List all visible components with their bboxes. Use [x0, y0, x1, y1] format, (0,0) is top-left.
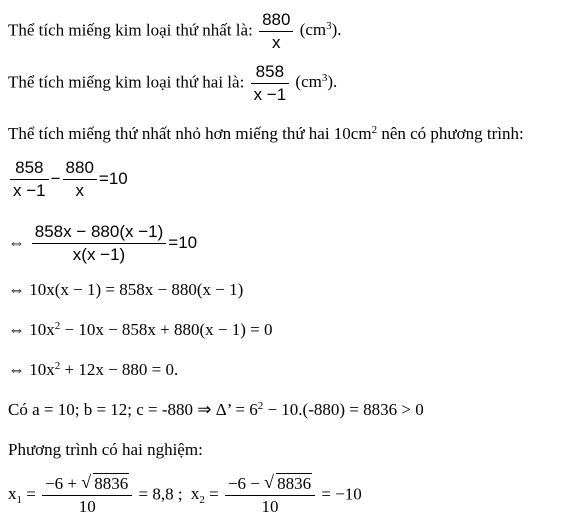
unit: $(cm^3)$.	[299, 20, 342, 40]
iff-symbol: ⇔	[8, 232, 25, 252]
fraction-numerator: 858	[255, 62, 285, 81]
fraction-denominator: x −1	[251, 83, 290, 105]
fraction-880: $\frac{880}{x}$	[63, 158, 97, 201]
volume-second-text: Thể tích miếng kim loại thứ hai là:	[8, 72, 245, 92]
combined-fraction: $\frac{858x - 880(x -1)}{x(x -1)}$	[32, 222, 167, 265]
fraction-858: $\frac{858}{x -1}$	[10, 158, 49, 201]
x1-label: $x_1$	[8, 484, 22, 507]
equation-3: ⇔ 10x(x − 1) = 858x − 880(x − 1)	[8, 280, 244, 299]
volume-first-fraction	[259, 10, 293, 53]
discriminant-line: Có a = 10; b = 12; c = -880 ⇒ Δ’ = $6^2 - 10.(-880) = 8836 > 0$	[8, 400, 424, 419]
equation-5: ⇔ $10x^2 + 12x - 880 = 0$.	[8, 360, 179, 379]
volume-first-text: Thể tích miếng kim loại thứ nhất là:	[8, 20, 253, 40]
x2-fraction: −6 − √ 8836 10	[225, 474, 315, 517]
volume-second-fraction	[251, 62, 290, 105]
volume-second-line	[8, 62, 337, 105]
unit: $(cm^3)$.	[295, 72, 338, 92]
solutions-line: $x_1$ = −6 + √ 8836 10 = 8,8 ; $x_2$ = −6 − √ 8836 10 = −10	[8, 472, 362, 516]
volume-first-line	[8, 10, 342, 53]
fraction-denominator: x	[259, 31, 293, 53]
equation-1: $\frac{858}{x -1}$ − $\frac{880}{x}$ =10	[8, 158, 128, 201]
equation-4: ⇔ $10x^2 - 10x - 858x + 880(x - 1) = 0$	[8, 320, 273, 339]
x1-fraction: −6 + √ 8836 10	[42, 474, 132, 517]
sqrt-8836: √ 8836	[81, 472, 129, 493]
x2-label: $x_2$	[190, 484, 205, 507]
sqrt-8836: √ 8836	[264, 472, 312, 493]
equation-2: ⇔ $\frac{858x - 880(x -1)}{x(x -1)}$ =10	[8, 222, 198, 264]
fraction-numerator: 880	[262, 10, 291, 29]
two-roots-line: Phương trình có hai nghiệm:	[8, 440, 203, 459]
equation-intro-line: Thể tích miếng thứ nhất nhỏ hơn miếng thứ hai $10cm^2$ nên có phương trình:	[8, 124, 524, 143]
